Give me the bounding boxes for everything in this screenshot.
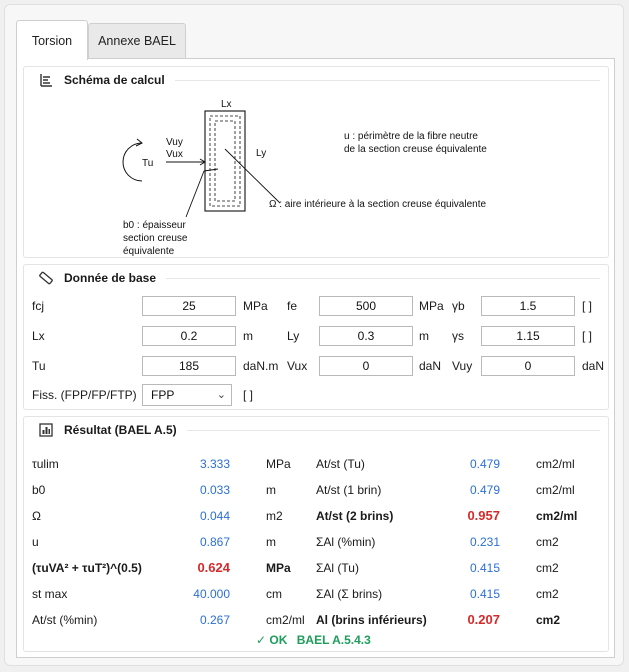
lx-label: Lx [32, 329, 45, 343]
result-left-unit-3: m [266, 535, 276, 549]
result-right-value-4: 0.415 [469, 561, 500, 575]
section-outer-rect [205, 111, 245, 211]
tab-content-torsion [16, 58, 615, 658]
result-left-label-4: (τuVA² + τuT²)^(0.5) [32, 561, 142, 575]
label-vuy: Vuy [166, 137, 183, 148]
status-reference: BAEL A.5.4.3 [296, 633, 371, 647]
result-left-unit-1: m [266, 483, 276, 497]
vuy-input[interactable]: 0 [481, 356, 575, 376]
vux-label: Vux [287, 359, 308, 373]
section-donnees-divider [166, 278, 600, 279]
vux-input[interactable]: 0 [319, 356, 413, 376]
result-left-value-4: 0.624 [197, 560, 230, 575]
label-b0-line3: équivalente [123, 246, 175, 257]
result-right-value-2: 0.957 [467, 508, 500, 523]
vuy-unit: daN [582, 359, 605, 373]
tab-torsion[interactable] [16, 20, 88, 60]
result-left-label-1: b0 [32, 483, 46, 497]
section-schema-divider [175, 80, 600, 81]
result-left-value-2: 0.044 [199, 509, 230, 523]
fiss-select-value: FPP [151, 388, 175, 402]
result-right-label-3: ΣAl (%min) [316, 535, 376, 549]
result-right-value-0: 0.479 [469, 457, 500, 471]
result-right-label-5: ΣAl (Σ brins) [316, 587, 383, 601]
result-right-label-1: At/st (1 brin) [316, 483, 382, 497]
result-left-label-5: st max [32, 587, 68, 601]
ly-input[interactable]: 0.3 [319, 326, 413, 346]
section-dashed-inner [215, 121, 235, 201]
result-right-value-3: 0.231 [469, 535, 500, 549]
schema-icon [38, 72, 54, 88]
fcj-unit: MPa [243, 299, 268, 313]
result-right-unit-2: cm2/ml [536, 509, 578, 523]
result-right-unit-1: cm2/ml [536, 483, 575, 497]
label-omega: Ω : aire intérieure à la section creuse équivalente [269, 199, 487, 210]
result-right-value-5: 0.415 [469, 587, 500, 601]
result-right-unit-5: cm2 [536, 587, 559, 601]
chart-icon [38, 422, 54, 438]
label-lx: Lx [221, 99, 232, 110]
tab-annexe-bael[interactable] [88, 23, 186, 58]
result-left-value-1: 0.033 [199, 483, 230, 497]
result-right-label-4: ΣAl (Tu) [316, 561, 359, 575]
result-right-label-6: Al (brins inférieurs) [316, 613, 427, 627]
status-line [256, 633, 371, 647]
section-resultat-title: Résultat (BAEL A.5) [64, 423, 177, 437]
ly-unit: m [419, 329, 429, 343]
label-b0-line2: section creuse [123, 233, 188, 244]
label-b0-line1: b0 : épaisseur [123, 220, 186, 231]
fiss-label: Fiss. (FPP/FP/FTP) [32, 388, 137, 402]
result-right-unit-6: cm2 [536, 613, 561, 627]
label-u-line1: u : périmètre de la fibre neutre [344, 131, 478, 142]
fiss-unit: [ ] [243, 388, 254, 402]
result-right-value-1: 0.479 [469, 483, 500, 497]
gb-unit: [ ] [582, 299, 593, 313]
tu-unit: daN.m [243, 359, 279, 373]
tu-input[interactable]: 185 [142, 356, 236, 376]
result-left-unit-2: m2 [266, 509, 283, 523]
tab-torsion-label: Torsion [31, 33, 73, 48]
ly-label: Ly [287, 329, 300, 343]
result-right-label-0: At/st (Tu) [316, 457, 365, 471]
section-diagram [24, 93, 610, 258]
result-left-value-3: 0.867 [199, 535, 230, 549]
app-window [4, 4, 624, 666]
status-ok: ✓ OK [256, 633, 288, 647]
fiss-select[interactable] [142, 384, 232, 406]
b0-leader-icon [204, 169, 218, 171]
label-u-line2: de la section creuse équivalente [344, 144, 487, 155]
label-tu: Tu [142, 158, 154, 169]
gs-unit: [ ] [582, 329, 593, 343]
section-resultat-divider [187, 430, 600, 431]
result-right-unit-4: cm2 [536, 561, 559, 575]
result-left-unit-4: MPa [266, 561, 291, 575]
vuy-label: Vuy [452, 359, 473, 373]
fcj-input[interactable]: 25 [142, 296, 236, 316]
label-ly: Ly [256, 148, 267, 159]
section-schema-title: Schéma de calcul [64, 73, 165, 87]
section-donnees-header [24, 265, 608, 291]
result-right-unit-0: cm2/ml [536, 457, 575, 471]
result-left-unit-0: MPa [266, 457, 291, 471]
lx-input[interactable]: 0.2 [142, 326, 236, 346]
section-resultat-header [24, 417, 608, 443]
result-right-unit-3: cm2 [536, 535, 559, 549]
fe-unit: MPa [419, 299, 444, 313]
b0-leader-2-icon [186, 171, 204, 217]
fe-label: fe [287, 299, 298, 313]
result-left-value-0: 3.333 [199, 457, 230, 471]
section-resultat [23, 416, 609, 652]
section-schema-header [24, 67, 608, 93]
result-left-value-6: 0.267 [199, 613, 230, 627]
section-donnees-title: Donnée de base [64, 271, 157, 285]
fcj-label: fcj [32, 299, 44, 313]
result-left-value-5: 40.000 [193, 587, 230, 601]
result-left-unit-5: cm [266, 587, 282, 601]
omega-leader-icon [225, 149, 280, 203]
fe-input[interactable]: 500 [319, 296, 413, 316]
result-left-label-3: u [32, 535, 39, 549]
gs-label: γs [452, 329, 464, 343]
result-left-label-2: Ω [32, 509, 41, 523]
chevron-down-icon: ⌄ [216, 389, 226, 401]
result-left-unit-6: cm2/ml [266, 613, 305, 627]
torsion-arrow-head-icon [136, 139, 142, 146]
gs-input[interactable]: 1.15 [481, 326, 575, 346]
gb-label: γb [452, 299, 465, 313]
torsion-arc-icon [123, 143, 142, 181]
tab-annexe-bael-label: Annexe BAEL [98, 34, 176, 48]
tu-label: Tu [32, 359, 46, 373]
section-schema [23, 66, 609, 258]
result-right-value-6: 0.207 [467, 612, 500, 627]
ruler-icon [38, 270, 54, 286]
lx-unit: m [243, 329, 253, 343]
section-donnees [23, 264, 609, 410]
vux-unit: daN [419, 359, 442, 373]
section-dashed-outer [210, 116, 240, 206]
label-vux: Vux [166, 149, 183, 160]
result-left-label-6: At/st (%min) [32, 613, 98, 627]
result-left-label-0: τulim [32, 457, 59, 471]
gb-input[interactable]: 1.5 [481, 296, 575, 316]
result-right-label-2: At/st (2 brins) [316, 509, 394, 523]
